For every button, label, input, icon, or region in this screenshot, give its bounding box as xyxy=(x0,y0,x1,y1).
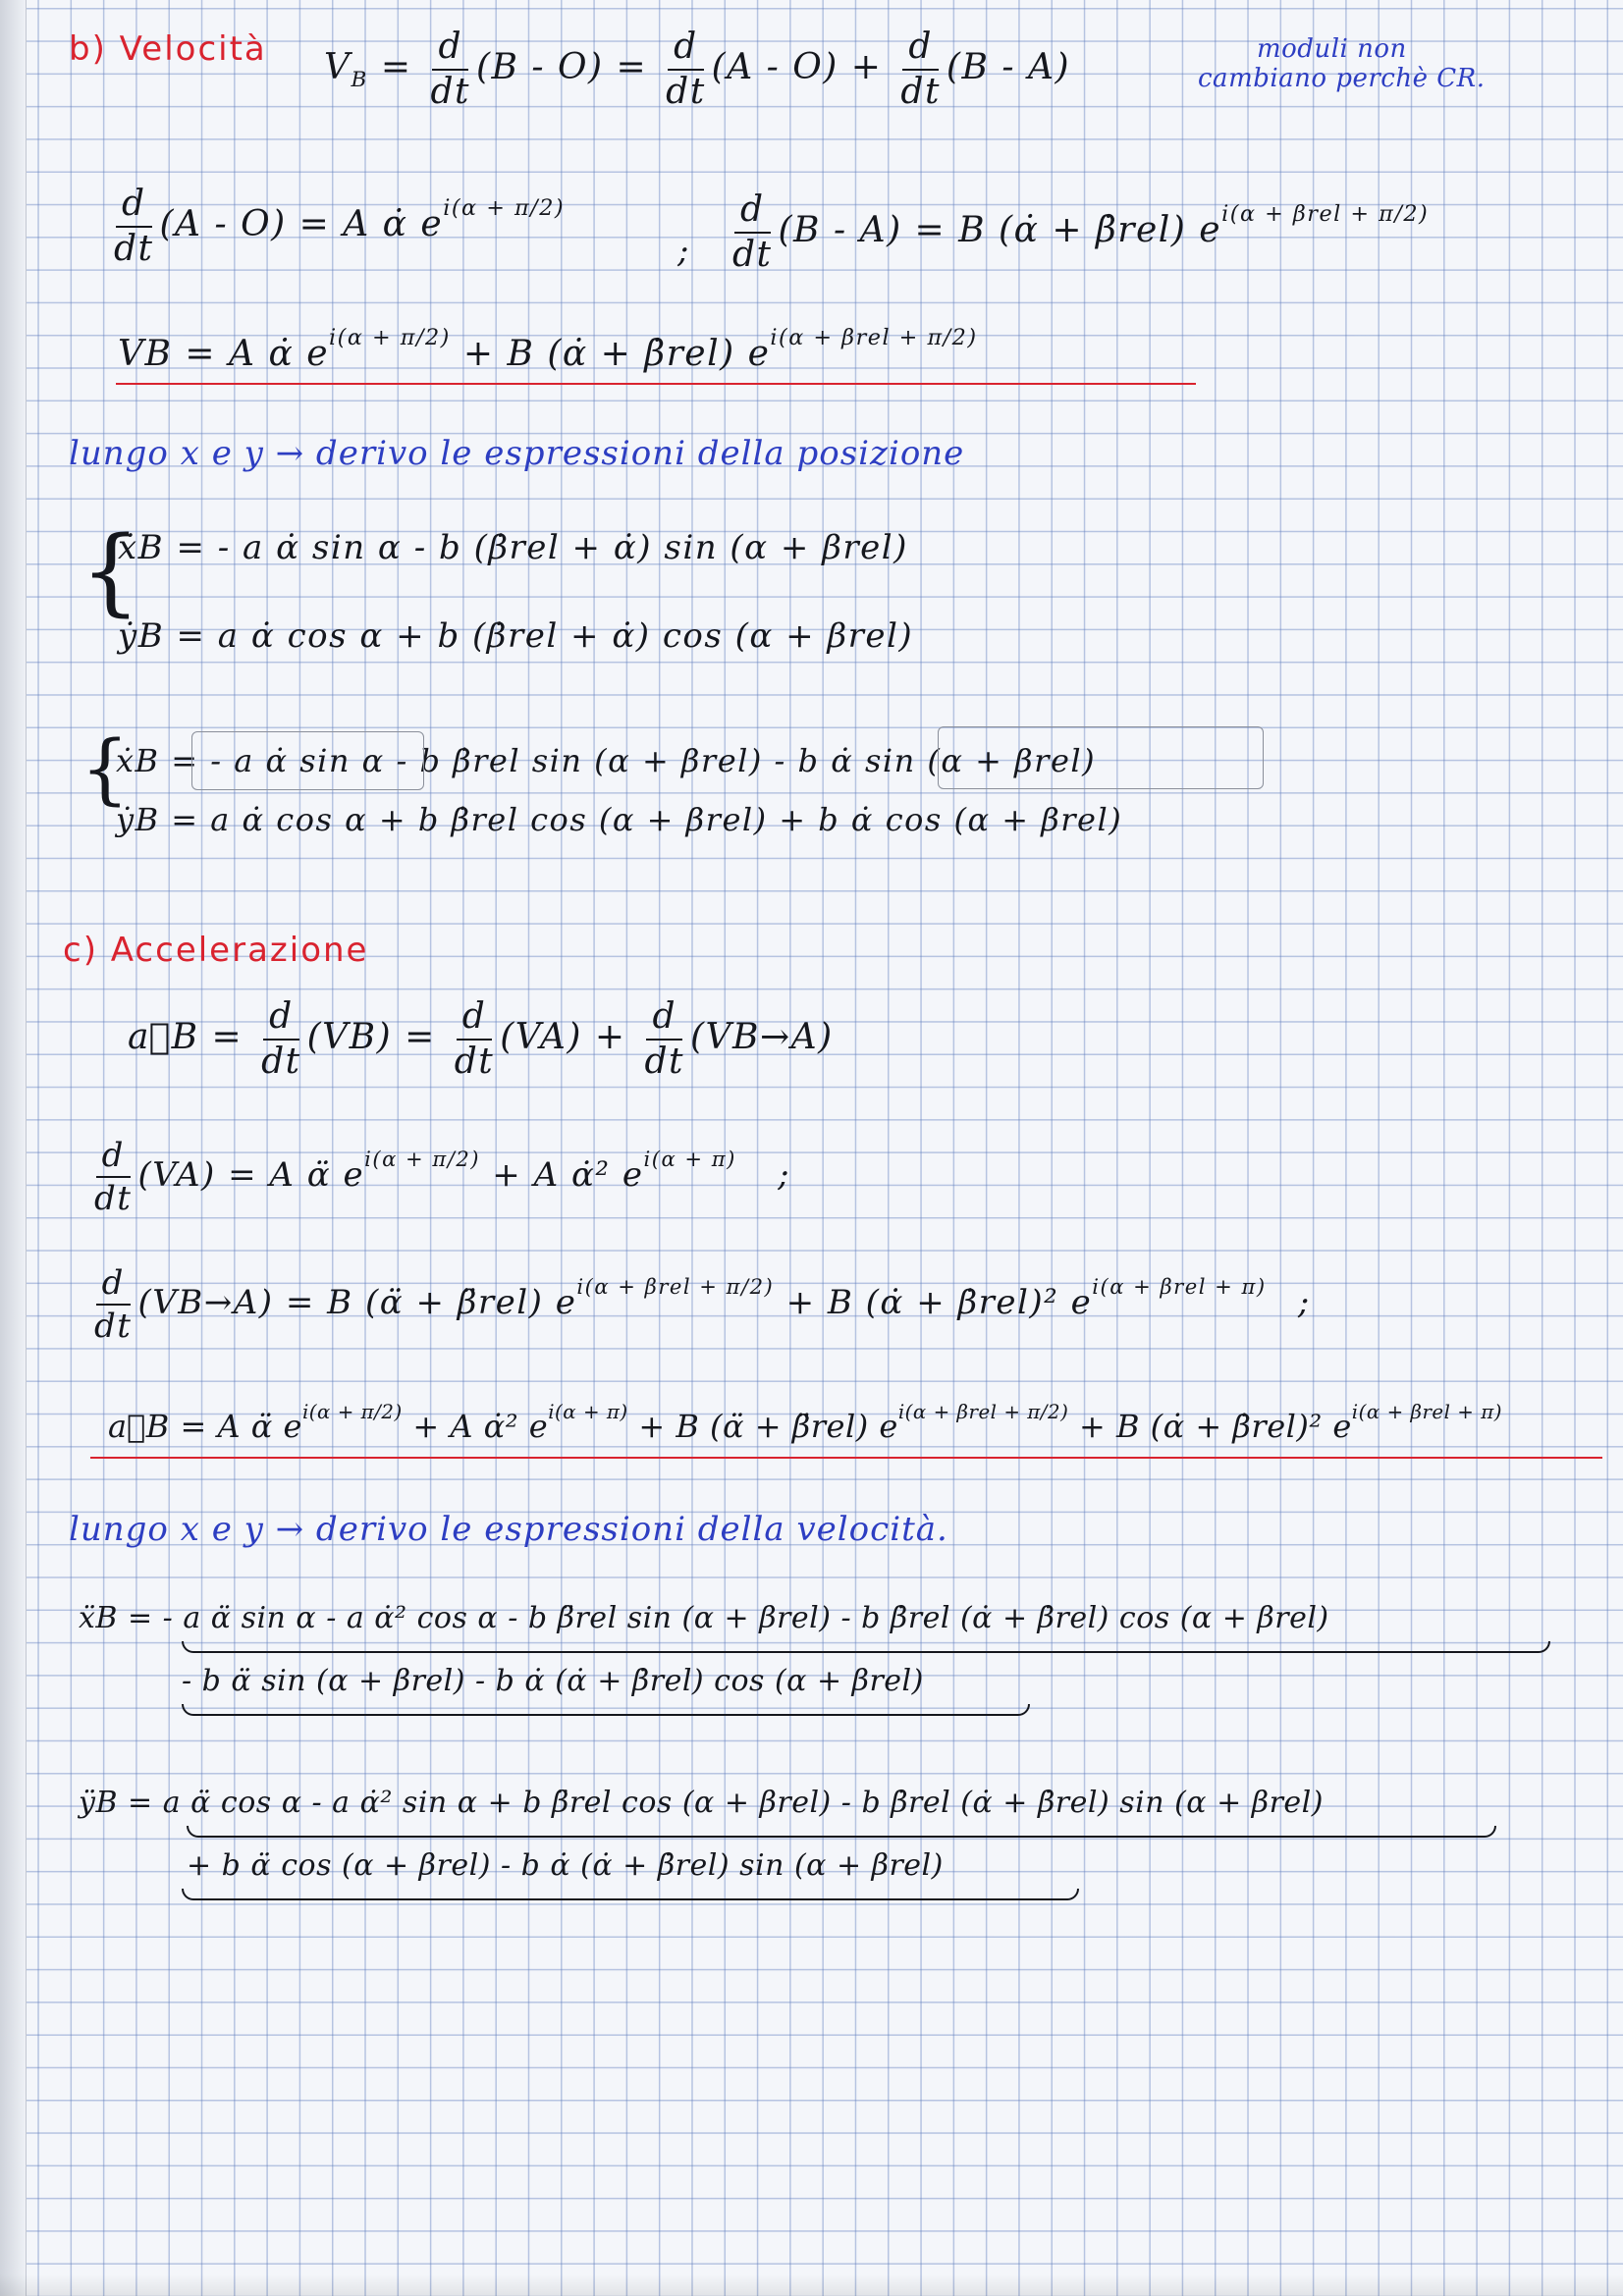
acceleration-xb-underbrace-1 xyxy=(182,1641,1550,1653)
acceleration-yb-line2: + b α̈ cos (α + βrel) - b α̇ (α̇ + β̇rel) sin (α + βrel) xyxy=(187,1848,944,1883)
page-bottom-shadow xyxy=(0,2274,1623,2296)
acceleration-along-xy-text: lungo x e y → derivo le espressioni della velocità. xyxy=(69,1510,948,1549)
velocity-section-title: b) Velocità xyxy=(69,29,267,69)
velocity-result-underline xyxy=(116,383,1196,385)
acceleration-yb-underbrace-1 xyxy=(187,1826,1496,1838)
acceleration-xb-line1: ẍB = - a α̈ sin α - a α̇² cos α - b β̈rel sin (α + βrel) - b β̇rel (α̇ + β̇rel) cos (α + βrel) xyxy=(79,1601,1329,1635)
acceleration-yb-line1: ÿB = a α̈ cos α - a α̇² sin α + b β̈rel cos (α + βrel) - b β̇rel (α̇ + β̇rel) sin (α + βrel) xyxy=(79,1786,1324,1820)
derivative-B-A: $\frac{d}{dt}$ (B - A) = B (α̇ + β̇rel) $e^{i(\alpha + \beta rel + \pi/2)}$ xyxy=(732,189,1430,275)
derivative-A-O: $\frac{d}{dt}$ (A - O) = A α̇ $e^{i(\alpha + \pi/2)}$ xyxy=(114,184,566,269)
velocity-yb: ẏB = a α̇ cos α + b (β̇rel + α̇) cos (α + βrel) xyxy=(118,616,914,656)
acceleration-equation-1: a⃗B = $\frac{d}{dt}$ (VB) = $\frac{d}{dt}$ (VA) + $\frac{d}{dt}$ (VB→A) xyxy=(128,996,834,1082)
acceleration-section-title: c) Accelerazione xyxy=(63,931,369,970)
margin-note: moduli non cambiano perchè CR. xyxy=(1198,34,1486,93)
acceleration-xb-underbrace-2 xyxy=(182,1704,1030,1716)
acceleration-result-underline xyxy=(90,1457,1602,1459)
notebook-binding xyxy=(0,0,27,2296)
velocity-xb-expanded: ẋB = - a α̇ sin α - b β̇rel sin (α + βrel) - b α̇ sin (α + βrel) xyxy=(116,742,1097,779)
velocity-expanded-brace: { xyxy=(81,725,132,814)
acceleration-yb-underbrace-2 xyxy=(182,1889,1079,1900)
derivative-separator: ; xyxy=(677,232,690,271)
acceleration-derivative-VBA: $\frac{d}{dt}$ (VB→A) = B (α̈ + β̈rel) $e^{i(\alpha + \beta rel + \pi/2)} + B$ (α̇ + β̇rel)² $e^{i(\alpha + \beta rel + \pi)}$ ; xyxy=(94,1263,1311,1346)
grouping-box-1 xyxy=(191,731,424,790)
acceleration-derivative-VA: $\frac{d}{dt}$ (VA) = A α̈ $e^{i(\alpha + \pi/2)} + A$ α̇² $e^{i(\alpha + \pi)}$ ; xyxy=(94,1136,791,1218)
velocity-equation-1: $V_B$ = $\frac{d}{dt}$ (B - O) = $\frac{d}{dt}$ (A - O) + $\frac{d}{dt}$ (B - A) xyxy=(324,27,1071,112)
velocity-yb-expanded: ẏB = a α̇ cos α + b β̇rel cos (α + βrel) + b α̇ cos (α + βrel) xyxy=(116,801,1123,838)
velocity-result: VB = A α̇ $e^{i(\alpha + \pi/2)} + B$ (α̇ + β̇rel) $e^{i(\alpha + \beta rel + \pi/2)}$ xyxy=(118,325,978,375)
velocity-xb: ẋB = - a α̇ sin α - b (β̇rel + α̇) sin (α + βrel) xyxy=(118,528,908,567)
velocity-along-xy-text: lungo x e y → derivo le espressioni della posizione xyxy=(69,434,965,473)
acceleration-xb-line2: - b α̈ sin (α + βrel) - b α̇ (α̇ + β̇rel) cos (α + βrel) xyxy=(182,1664,924,1698)
grouping-box-2 xyxy=(938,726,1264,789)
velocity-brace: { xyxy=(81,516,142,626)
acceleration-result: a⃗B = A α̈ $e^{i(\alpha + \pi/2)} + A$ α̇² $e^{i(\alpha + \pi)} + B$ (α̈ + β̈rel) $e^{i(\alpha + \beta rel + \pi/2)} + B$ (α̇ + β̇rel)² $e^{i(\alpha + \beta rel + \pi)}$ xyxy=(108,1401,1502,1445)
